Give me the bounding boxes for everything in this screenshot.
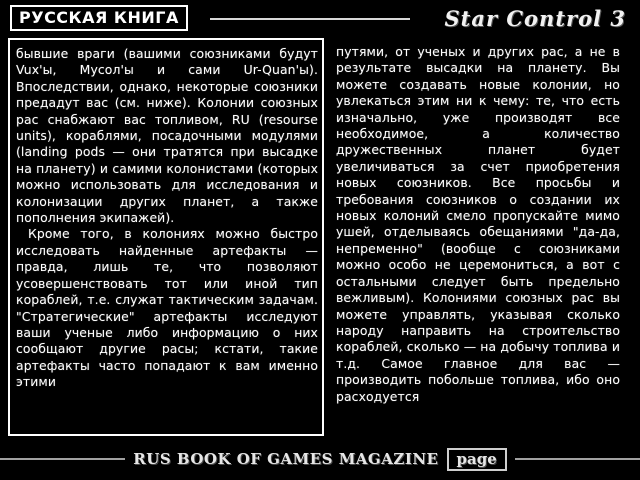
header-left-group [10,5,188,31]
game-title: Star Control 3 [444,5,626,31]
paragraph: Кроме того, в колониях можно быстро исследовать найденные артефакты — правда, лишь те, что позволяют усовершенствовать тот или иной тип кораблей, т.е. служат тактическим задачам. "Стратегические" артефакты исследуют ваши ученые либо информацию о них сообщают другие расы; кстати, такие артефакты часто попадают к вам именно этими [16,226,318,390]
footer-magazine-name: RUS BOOK OF GAMES MAGAZINE [133,450,439,468]
text-column-right [324,38,624,436]
magazine-badge: РУССКАЯ КНИГА [10,5,188,31]
text-column-left [8,38,324,436]
article-body [8,38,632,436]
paragraph: бывшие враги (вашими союзниками будут Vux'ы, Мусол'ы и сами Ur-Quan'ы). Впоследствии, однако, некоторые союзники предадут вас (см. ниже). Колонии союзных рас снабжают вас топливом, RU (resourse units), кораблями, посадочными модулями (landing pods — они тратятся при высадке на планету) и самими колонистами (которых можно использовать для исследования и колонизации других планет, а также пополнения экипажей). [16,46,318,226]
footer-rule-left [0,458,125,460]
paragraph: путями, от ученых и других рас, а не в результате высадки на планету. Вы можете создавать новые колонии, но увлекаться этим ни к чему: те, что есть изначально, уже производят все необходимое, а количество дружественных планет будет увеличиваться за счет приобретения новых союзников. Все просьбы и требования союзников о создании их новых колоний смело пропускайте мимо ушей, отделываясь обещаниями "да-да, непременно" (вообще с союзниками можно особо не церемониться, а вот с остальными следует быть предельно вежливым). Колониями союзных рас вы можете управлять, указывая сколько народу направить на строительство кораблей, сколько — на добычу топлива и т.д. Самое главное для вас — производить побольше топлива, ибо оно расходуется [336,44,620,404]
page-number-badge: page [447,448,507,471]
page-footer [0,444,640,474]
footer-rule-right [515,458,640,460]
header-divider-rule [210,18,410,20]
